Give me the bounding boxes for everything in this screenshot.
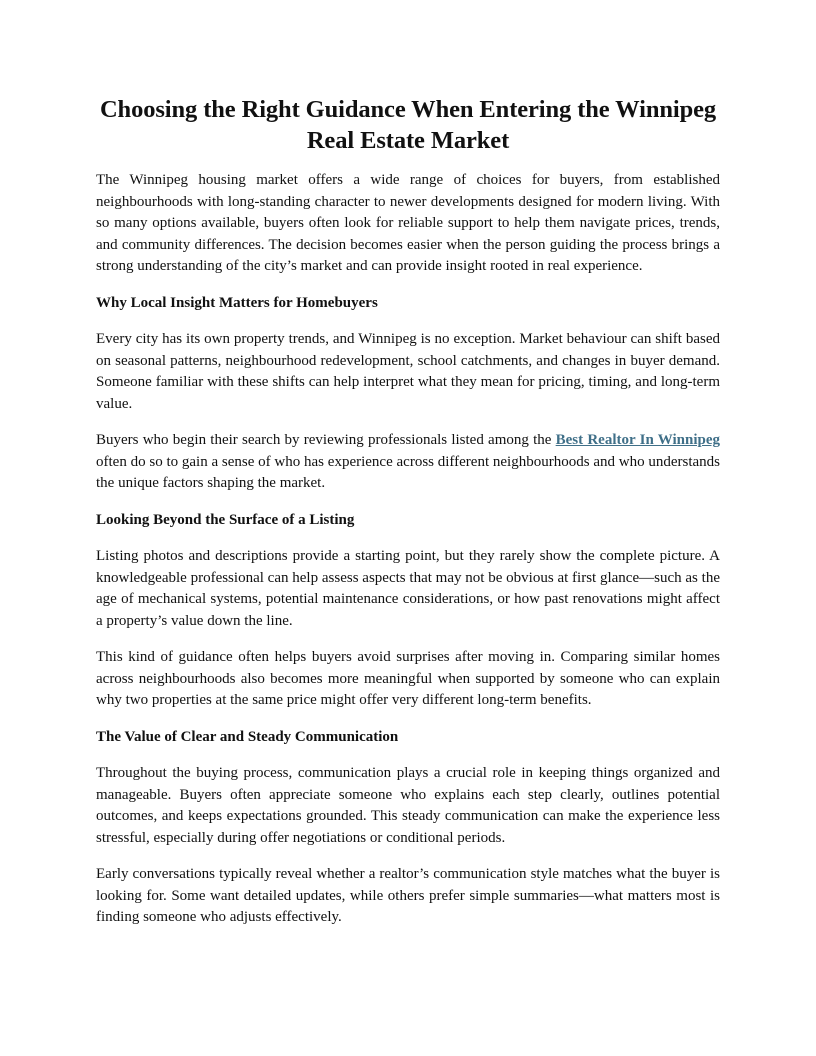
paragraph-text-after-link: often do so to gain a sense of who has experience across different neighbourhoods and who understands the unique factors shaping the market. — [96, 453, 720, 491]
paragraph-local-insight-1: Every city has its own property trends, and Winnipeg is no exception. Market behaviour can shift based on seasonal patterns, neighbourhood redevelopment, school catchments, and changes in buyer demand. Someone familiar with these shifts can help interpret what they mean for pricing, timing, and long-term value. — [96, 331, 720, 412]
title-line-1: Choosing the Right Guidance When Entering the Winnipeg — [99, 96, 717, 123]
section-heading-communication: The Value of Clear and Steady Communication — [96, 728, 399, 745]
paragraph-listing-2: This kind of guidance often helps buyers avoid surprises after moving in. Comparing similar homes across neighbourhoods also becomes more meaningful when supported by someone who can explain why two properties at the same price might offer very different long-term benefits. — [96, 649, 720, 708]
paragraph-local-insight-2 — [96, 430, 720, 495]
paragraph-communication-2: Early conversations typically reveal whether a realtor’s communication style matches what the buyer is looking for. Some want detailed updates, while others prefer simple summaries—what matters most is finding someone who adjusts effectively. — [96, 866, 720, 925]
paragraph-text-before-link: Buyers who begin their search by reviewing professionals listed among the — [96, 432, 556, 448]
title-line-2: Real Estate Market — [306, 127, 510, 154]
section-heading-local-insight: Why Local Insight Matters for Homebuyers — [96, 294, 378, 311]
section-heading-listing: Looking Beyond the Surface of a Listing — [96, 511, 355, 528]
best-realtor-link[interactable]: Best Realtor In Winnipeg — [555, 432, 720, 448]
intro-paragraph: The Winnipeg housing market offers a wide range of choices for buyers, from established neighbourhoods with long-standing character to newer developments designed for modern living. With so many options available, buyers often look for reliable support to help them navigate prices, trends, and community differences. The decision becomes easier when the person guiding the process brings a strong understanding of the city’s market and can provide insight rooted in real experience. — [96, 172, 720, 274]
paragraph-communication-1: Throughout the buying process, communication plays a crucial role in keeping things organized and manageable. Buyers often appreciate someone who explains each step clearly, outlines potential outcomes, and keeps expectations grounded. This steady communication can make the experience less stressful, especially during offer negotiations or conditional periods. — [96, 765, 720, 846]
document-page — [96, 94, 720, 929]
paragraph-listing-1: Listing photos and descriptions provide a starting point, but they rarely show the complete picture. A knowledgeable professional can help assess aspects that may not be obvious at first glance—such as the age of mechanical systems, potential maintenance considerations, or how past renovations might affect a property’s value down the line. — [96, 548, 720, 629]
page-title — [96, 94, 720, 156]
